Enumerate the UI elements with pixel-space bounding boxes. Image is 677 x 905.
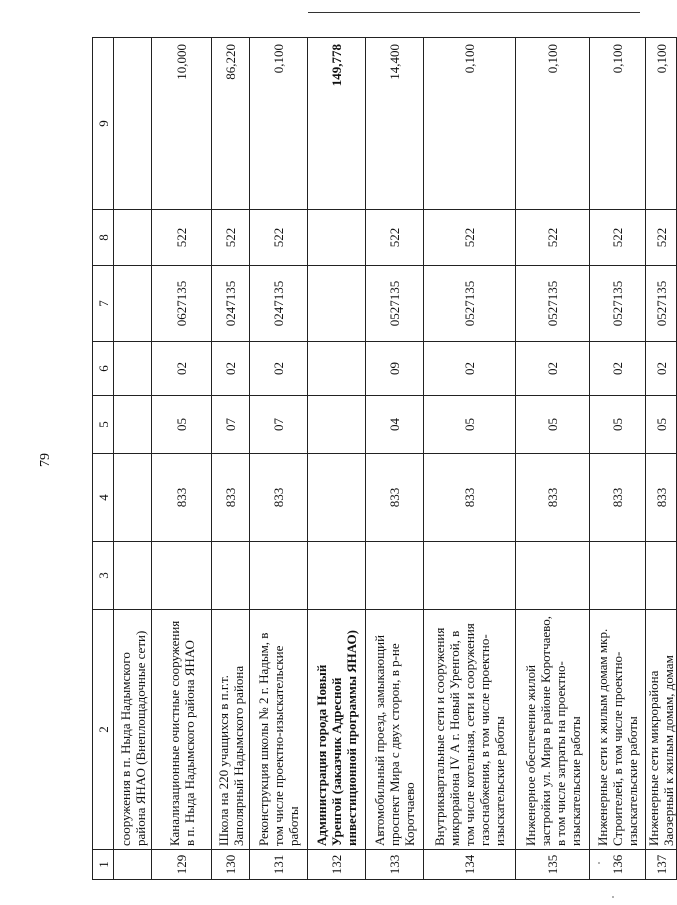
col3-cell xyxy=(114,542,152,610)
subsection-cell: 02 xyxy=(212,342,250,396)
amount-cell: 10,000 xyxy=(152,38,212,210)
subsection-cell: 09 xyxy=(366,342,424,396)
col3-cell xyxy=(308,542,366,610)
top-rule xyxy=(308,12,640,13)
col3-cell xyxy=(366,542,424,610)
amount-cell: 0,100 xyxy=(646,38,677,210)
table-row xyxy=(590,38,646,880)
target-article-cell: 0247135 xyxy=(212,266,250,342)
item-name-cell: сооружения в п. Ныда Надымского района ЯНАО (Внеплощадочные сети) xyxy=(114,610,152,850)
subsection-cell: 02 xyxy=(516,342,590,396)
table-row xyxy=(646,38,677,880)
expense-type-cell: 522 xyxy=(590,210,646,266)
subsection-cell: 02 xyxy=(646,342,677,396)
item-name-cell: Администрация города Новый Уренгой (заказчик Адресной инвестиционной программы ЯНАО) xyxy=(308,610,366,850)
section-cell xyxy=(114,396,152,454)
header-cell: 7 xyxy=(93,266,114,342)
header-cell: 9 xyxy=(93,38,114,210)
ministry-code-cell: 833 xyxy=(424,454,516,542)
subsection-cell: 02 xyxy=(152,342,212,396)
header-cell: 3 xyxy=(93,542,114,610)
expense-type-cell: 522 xyxy=(152,210,212,266)
row-number-cell: 135 xyxy=(516,850,590,880)
row-number-cell xyxy=(114,850,152,880)
subsection-cell: 02 xyxy=(424,342,516,396)
table-row xyxy=(424,38,516,880)
item-name-cell: Реконструкция школы № 2 г. Надым, в том числе проектно-изыскательские работы xyxy=(250,610,308,850)
table-row xyxy=(152,38,212,880)
target-article-cell xyxy=(308,266,366,342)
section-cell: 04 xyxy=(366,396,424,454)
expense-type-cell xyxy=(114,210,152,266)
expense-type-cell: 522 xyxy=(424,210,516,266)
row-number-cell: 134 xyxy=(424,850,516,880)
section-cell xyxy=(308,396,366,454)
header-cell: 8 xyxy=(93,210,114,266)
section-cell: 07 xyxy=(250,396,308,454)
header-cell: 2 xyxy=(93,610,114,850)
amount-cell xyxy=(114,38,152,210)
rotated-table-page xyxy=(92,38,676,880)
item-name-cell: Школа на 220 учащихся в п.г.т. Заполярный Надымского района xyxy=(212,610,250,850)
ministry-code-cell: 833 xyxy=(516,454,590,542)
budget-table xyxy=(92,37,677,880)
target-article-cell: 0247135 xyxy=(250,266,308,342)
amount-cell: 149,778 xyxy=(308,38,366,210)
header-cell: 4 xyxy=(93,454,114,542)
col3-cell xyxy=(424,542,516,610)
col3-cell xyxy=(152,542,212,610)
item-name-cell: Канализационные очистные сооружения в п. Ныда Надымского района ЯНАО xyxy=(152,610,212,850)
row-number-cell: 132 xyxy=(308,850,366,880)
expense-type-cell: 522 xyxy=(366,210,424,266)
ministry-code-cell: 833 xyxy=(250,454,308,542)
table-row xyxy=(516,38,590,880)
table-row xyxy=(114,38,152,880)
col3-cell xyxy=(212,542,250,610)
ministry-code-cell: 833 xyxy=(590,454,646,542)
section-cell: 05 xyxy=(424,396,516,454)
col3-cell xyxy=(646,542,677,610)
subsection-cell xyxy=(114,342,152,396)
expense-type-cell: 522 xyxy=(646,210,677,266)
target-article-cell: 0527135 xyxy=(590,266,646,342)
target-article-cell xyxy=(114,266,152,342)
scan-speck xyxy=(612,896,614,898)
expense-type-cell: 522 xyxy=(212,210,250,266)
section-cell: 05 xyxy=(646,396,677,454)
ministry-code-cell: 833 xyxy=(366,454,424,542)
amount-cell: 14,400 xyxy=(366,38,424,210)
ministry-code-cell xyxy=(308,454,366,542)
target-article-cell: 0527135 xyxy=(646,266,677,342)
amount-cell: 86,220 xyxy=(212,38,250,210)
row-number-cell: 133 xyxy=(366,850,424,880)
amount-cell: 0,100 xyxy=(590,38,646,210)
header-cell: 1 xyxy=(93,850,114,880)
row-number-cell: 130 xyxy=(212,850,250,880)
target-article-cell: 0527135 xyxy=(516,266,590,342)
ministry-code-cell: 833 xyxy=(212,454,250,542)
table-row xyxy=(212,38,250,880)
subsection-cell xyxy=(308,342,366,396)
amount-cell: 0,100 xyxy=(516,38,590,210)
target-article-cell: 0527135 xyxy=(366,266,424,342)
header-cell: 5 xyxy=(93,396,114,454)
section-cell: 07 xyxy=(212,396,250,454)
item-name-cell: Внутриквартальные сети и сооружения микрорайона IV А г. Новый Уренгой, в том числе котельная, сети и сооружения газоснабжения, в том числе проектно-изыскательские работы xyxy=(424,610,516,850)
ministry-code-cell: 833 xyxy=(646,454,677,542)
expense-type-cell xyxy=(308,210,366,266)
amount-cell: 0,100 xyxy=(250,38,308,210)
ministry-code-cell xyxy=(114,454,152,542)
subsection-cell: 02 xyxy=(590,342,646,396)
row-number-cell: 129 xyxy=(152,850,212,880)
item-name-cell: Инженерное обеспечение жилой застройки ул. Мира в районе Коротчаево, в том числе затраты на проектно-изыскательские работы xyxy=(516,610,590,850)
item-name-cell: Инженерные сети к жилым домам мкр. Строителей, в том числе проектно-изыскательские работы xyxy=(590,610,646,850)
section-cell: 05 xyxy=(590,396,646,454)
row-number-cell: 137 xyxy=(646,850,677,880)
expense-type-cell: 522 xyxy=(516,210,590,266)
target-article-cell: 0627135 xyxy=(152,266,212,342)
item-name-cell: Автомобильный проезд, замыкающий проспект Мира с двух сторон, в р-не Коротчаево xyxy=(366,610,424,850)
header-row xyxy=(93,38,114,880)
col3-cell xyxy=(590,542,646,610)
table-row xyxy=(250,38,308,880)
col3-cell xyxy=(250,542,308,610)
row-number-cell: 131 xyxy=(250,850,308,880)
row-number-cell: 136 xyxy=(590,850,646,880)
header-cell: 6 xyxy=(93,342,114,396)
table-row xyxy=(308,38,366,880)
target-article-cell: 0527135 xyxy=(424,266,516,342)
amount-cell: 0,100 xyxy=(424,38,516,210)
page-number: 79 xyxy=(38,453,53,467)
item-name-cell: Инженерные сети микрорайона Заозерный к жилым домам, домам xyxy=(646,610,677,850)
ministry-code-cell: 833 xyxy=(152,454,212,542)
col3-cell xyxy=(516,542,590,610)
table-row xyxy=(366,38,424,880)
section-cell: 05 xyxy=(516,396,590,454)
subsection-cell: 02 xyxy=(250,342,308,396)
expense-type-cell: 522 xyxy=(250,210,308,266)
section-cell: 05 xyxy=(152,396,212,454)
